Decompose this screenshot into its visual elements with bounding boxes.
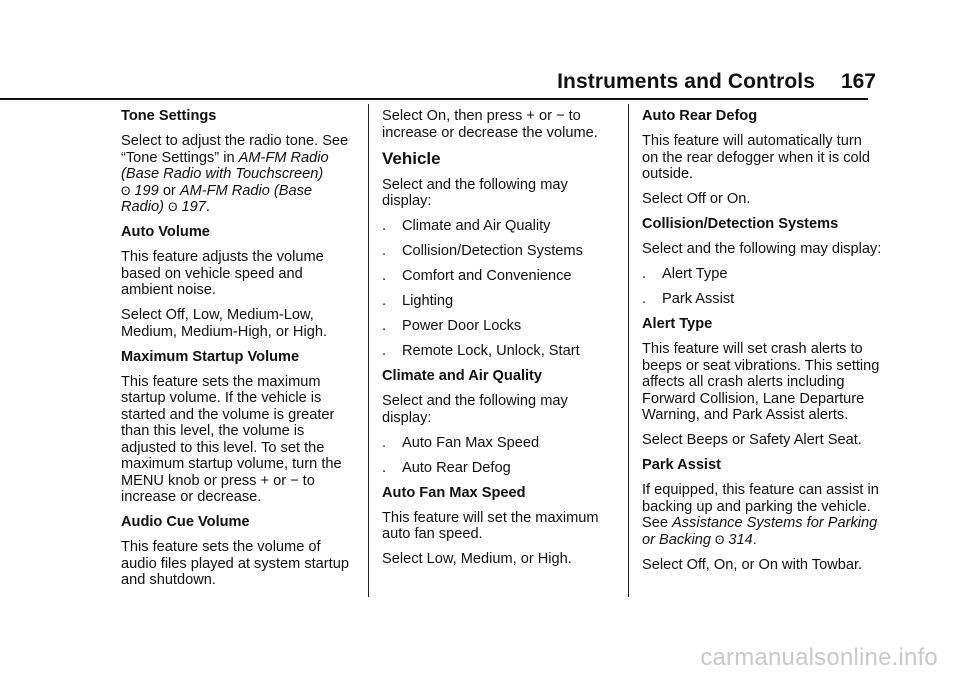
list-item (382, 218, 614, 235)
max-startup-text: This feature sets the maximum startup volume. If the vehicle is started and the volume is greater than this level, the volume is adjusted to this level. To set the maximum startup volume, turn the MENU knob or press + or − to increase or decrease. (121, 373, 342, 505)
bullet-icon: . (382, 218, 387, 234)
bullet-icon: . (382, 343, 387, 359)
list-item (642, 291, 882, 308)
ref-icon: ʘ (715, 532, 725, 547)
bullet-icon: . (382, 293, 387, 309)
climate-intro: Select and the following may display: (382, 393, 568, 426)
page-ref-314[interactable]: 314 (728, 531, 753, 548)
ref-icon: ʘ (168, 200, 178, 214)
list-item-label: Park Assist (662, 291, 735, 307)
audio-cue-text: This feature sets the volume of audio files played at system startup and shutdown. (121, 539, 349, 588)
column-1 (121, 108, 353, 597)
page-ref-199[interactable]: 199 (134, 182, 159, 199)
park-text: If equipped, this feature can assist in backing up and parking the vehicle. See (642, 482, 879, 531)
list-item (382, 460, 614, 477)
list-item-label: Alert Type (662, 266, 728, 282)
defog-heading: Auto Rear Defog (642, 108, 758, 124)
defog-options: Select Off or On. (642, 191, 751, 207)
auto-volume-heading: Auto Volume (121, 224, 210, 240)
auto-volume-options: Select Off, Low, Medium-Low, Medium, Medium-High, or High. (121, 307, 328, 340)
alert-type-heading: Alert Type (642, 316, 713, 332)
vehicle-heading: Vehicle (382, 149, 441, 168)
list-item-label: Remote Lock, Unlock, Start (402, 343, 580, 359)
bullet-icon: . (382, 268, 387, 284)
header-rule (0, 98, 868, 100)
bullet-icon: . (382, 243, 387, 259)
page-number: 167 (840, 70, 876, 93)
max-startup-heading: Maximum Startup Volume (121, 348, 300, 365)
bullet-icon: . (382, 459, 387, 476)
list-item-label: Collision/Detection Systems (402, 243, 583, 259)
bullet-icon: . (642, 291, 647, 307)
list-item (382, 268, 614, 285)
park-assist-heading: Park Assist (642, 457, 721, 473)
bullet-icon: . (382, 434, 387, 451)
ref-icon: ʘ (121, 183, 131, 198)
collision-heading: Collision/Detection Systems (642, 216, 839, 232)
column-3 (642, 108, 882, 582)
volume-intro-text: Select On, then press + or − to increase or decrease the volume. (382, 108, 598, 141)
list-item-label: Lighting (402, 293, 454, 309)
park-assist-text: If equipped, this feature can assist in backing up and parking the vehicle. See Assistance Systems for Parking or Backing ʘ 314. (642, 482, 879, 548)
page-ref-197[interactable]: 197 (181, 199, 206, 215)
fan-heading: Auto Fan Max Speed (382, 484, 526, 501)
tone-text: Select to adjust the radio tone. See “Tone Settings” in (121, 133, 349, 166)
or-text: or (158, 182, 180, 199)
section-title: Instruments and Controls (557, 70, 815, 93)
fan-options: Select Low, Medium, or High. (382, 551, 572, 567)
vehicle-intro: Select and the following may display: (382, 176, 568, 209)
list-item (642, 266, 882, 283)
list-item-label: Comfort and Convenience (402, 268, 572, 284)
list-item-label: Power Door Locks (402, 318, 522, 334)
watermark-text: carmanualsonline.info (700, 644, 938, 671)
climate-heading: Climate and Air Quality (382, 368, 543, 384)
assistance-systems-link[interactable]: Assistance Systems for Parking or Backing (642, 515, 878, 548)
list-item-label: Auto Fan Max Speed (402, 434, 540, 451)
alert-type-text: This feature will set crash alerts to beeps or seat vibrations. This setting affects all crash alerts including Forward Collision, Lane Departure Warning, and Park Assist alerts. (642, 341, 880, 423)
defog-text: This feature will automatically turn on the rear defogger when it is cold outside. (642, 133, 870, 182)
list-item (382, 293, 614, 310)
list-item-label: Climate and Air Quality (402, 218, 551, 234)
am-fm-touchscreen-link[interactable]: AM-FM Radio (Base Radio with Touchscreen) (121, 149, 329, 182)
auto-volume-text: This feature adjusts the volume based on vehicle speed and ambient noise. (121, 249, 324, 298)
list-item-label: Auto Rear Defog (402, 459, 511, 476)
list-item (382, 343, 614, 360)
tone-settings-heading: Tone Settings (121, 108, 217, 124)
list-item (382, 435, 614, 452)
column-2 (382, 108, 614, 576)
fan-text: This feature will set the maximum auto fan speed. (382, 509, 599, 542)
tone-settings-text: Select to adjust the radio tone. See “Tone Settings” in AM-FM Radio (Base Radio with Touchscreen) ʘ 199 or AM-FM Radio (Base Radio) ʘ 197. (121, 133, 349, 215)
park-assist-options: Select Off, On, or On with Towbar. (642, 556, 863, 573)
audio-cue-heading: Audio Cue Volume (121, 514, 250, 530)
column-divider-2 (628, 104, 629, 597)
bullet-icon: . (642, 266, 647, 282)
list-item (382, 318, 614, 335)
alert-type-options: Select Beeps or Safety Alert Seat. (642, 432, 862, 448)
collision-intro: Select and the following may display: (642, 241, 882, 257)
page-header (0, 70, 960, 100)
am-fm-base-link[interactable]: AM-FM Radio (Base Radio) (121, 182, 313, 215)
bullet-icon: . (382, 318, 387, 334)
list-item (382, 243, 614, 260)
column-divider-1 (368, 104, 369, 597)
